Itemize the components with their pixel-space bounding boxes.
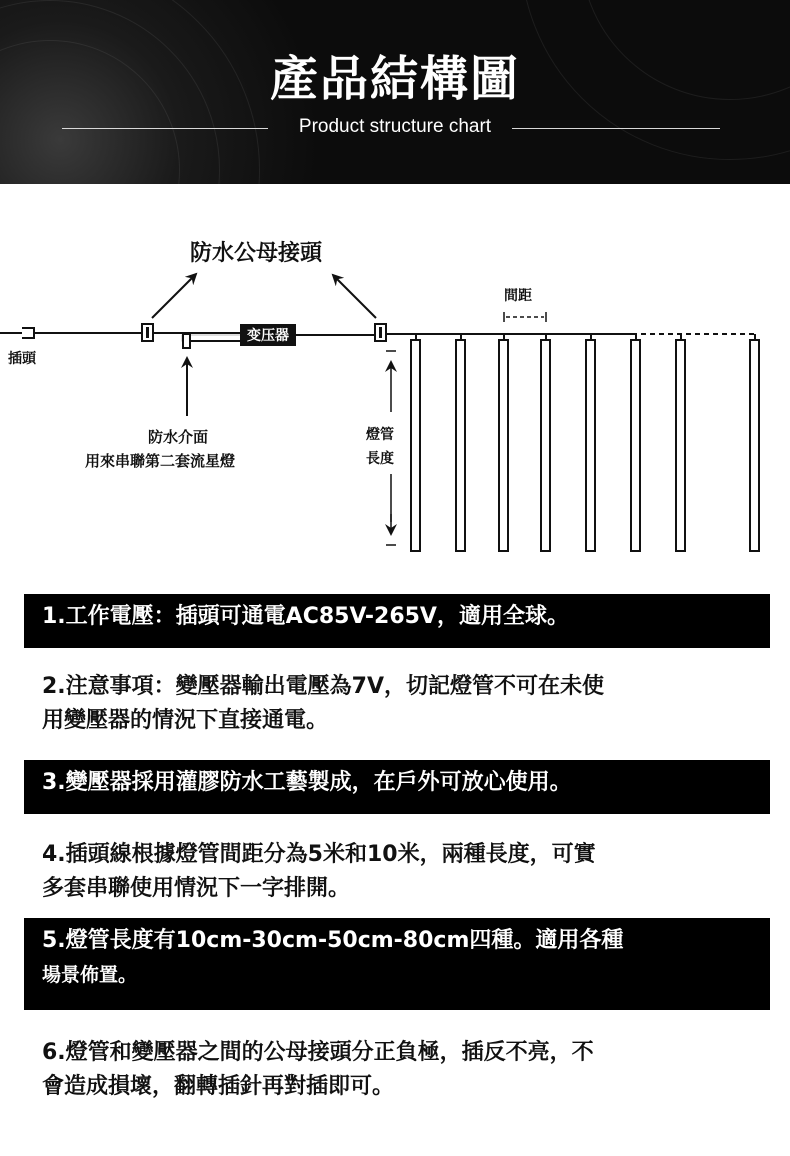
- spacing-marker: [504, 312, 546, 322]
- tube-length-label: 燈管: [366, 427, 394, 443]
- header-banner: [0, 0, 790, 184]
- note-text: 1.工作電壓：插頭可通電AC85V-265V，適用全球。: [42, 604, 569, 629]
- note-text: 2.注意事項：變壓器輸出電壓為7V，切記燈管不可在未使: [42, 674, 605, 699]
- note-4: [24, 832, 596, 912]
- note-text: 場景佈置。: [42, 964, 138, 986]
- interface-label: 防水介面: [148, 428, 209, 446]
- note-1: [24, 594, 770, 648]
- light-tubes: [411, 334, 759, 551]
- plug-icon: [0, 328, 34, 338]
- product-structure-diagram: [0, 184, 790, 584]
- waterproof-interface-icon: [183, 334, 190, 348]
- note-text: 5.燈管長度有10cm-30cm-50cm-80cm四種。適用各種: [42, 928, 624, 953]
- page-title: 產品結構圖: [269, 51, 520, 107]
- transformer-label: 变压器: [247, 328, 289, 344]
- connector-label: 防水公母接頭: [190, 241, 323, 266]
- note-text: 會造成損壞，翻轉插針再對插即可。: [42, 1074, 395, 1099]
- arrow-to-connector-1: [152, 274, 196, 318]
- note-2: [24, 664, 604, 744]
- note-text: 4.插頭線根據燈管間距分為5米和10米，兩種長度，可實: [42, 842, 596, 867]
- arrow-to-connector-2: [333, 275, 376, 318]
- plug-label: 插頭: [8, 351, 36, 367]
- note-text: 6.燈管和變壓器之間的公母接頭分正負極，插反不亮，不: [42, 1040, 594, 1065]
- page-subtitle: Product structure chart: [298, 116, 492, 137]
- structure-drawing: [0, 184, 790, 584]
- note-5: [24, 918, 770, 1010]
- note-text: 多套串聯使用情況下一字排開。: [42, 876, 351, 901]
- interface-description: 用來串聯第二套流星燈: [85, 452, 236, 470]
- note-6: [24, 1030, 594, 1110]
- tube-length-label: 長度: [366, 451, 394, 467]
- note-3: [24, 760, 770, 814]
- note-text: 3.變壓器採用灌膠防水工藝製成，在戶外可放心使用。: [42, 770, 572, 795]
- note-text: 用變壓器的情況下直接通電。: [42, 708, 329, 733]
- spacing-label: 間距: [504, 288, 532, 304]
